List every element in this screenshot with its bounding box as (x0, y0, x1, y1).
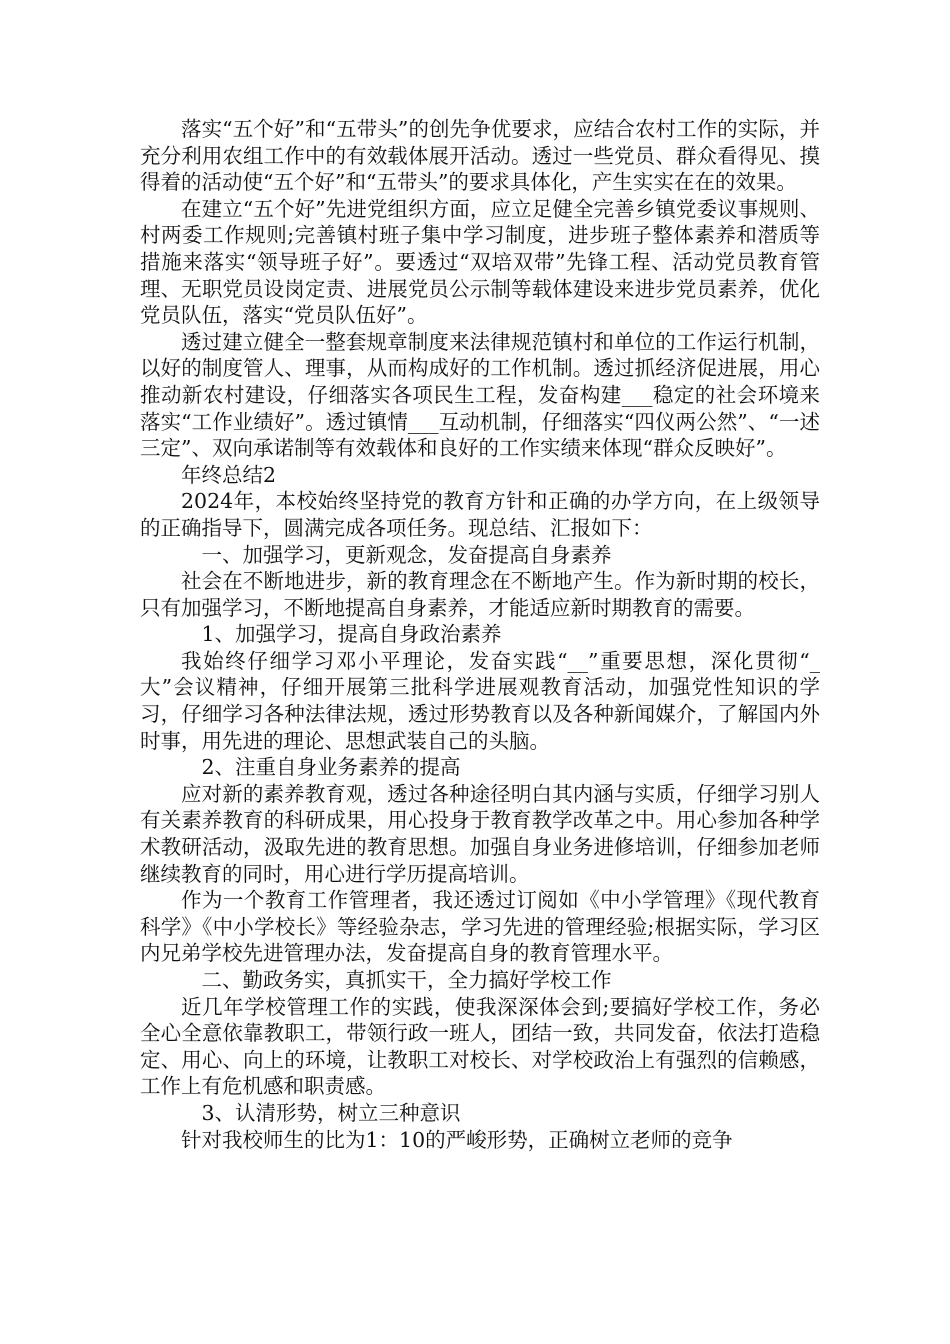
paragraph-teacher-ratio: 针对我校师生的比为1：10的严峻形势，正确树立老师的竞争 (181, 1127, 733, 1152)
paragraph-society-progress: 社会在不断地进步，新的教育理念在不断地产生。作为新时期的校长，只有加强学习，不断地提高自身素养，才能适应新时期教育的需要。 (140, 569, 820, 620)
paragraph-quality-education: 应对新的素养教育观，透过各种途径明白其内涵与实质，仔细学习别人有关素养教育的科研成果，用心投身于教育教学改革之中。用心参加各种学术教研活动，汲取先进的教育思想。加强自身业务进修培训，仔细参加老师继续教育的同时，用心进行学历提高培训。 (140, 781, 820, 886)
heading-diligent-work: 二、勤政务实，真抓实干，全力搞好学校工作 (201, 968, 612, 992)
paragraph-party-organization: 在建立“五个好”先进党组织方面，应立足健全完善乡镇党委议事规则、村两委工作规则;完善镇村班子集中学习制度，进步班子整体素养和潜质等措施来落实“领导班子好”。要透过“双培双带”先锋工程、活动党员教育管理、无职党员设岗定责、进展党员公示制等载体建设来进步党员素养，优化党员队伍，落实“党员队伍好”。 (140, 196, 820, 328)
paragraph-summary-intro: 2024年，本校始终坚持党的教育方针和正确的办学方向，在上级领导的正确指导下，圆满完成各项任务。现总结、汇报如下： (140, 489, 820, 540)
paragraph-work-mechanism: 透过建立健全一整套规章制度来法律规范镇村和单位的工作运行机制，以好的制度管人、理事，从而构成好的工作机制。透过抓经济促进展，用心推动新农村建设，仔细落实各项民生工程，发奋构建___稳定的社会环境来落实“工作业绩好”。透过镇情___互动机制，仔细落实“四仪两公然”、“一述三定”、双向承诺制等有效载体和良好的工作实绩来体现“群众反映好”。 (140, 329, 820, 461)
heading-professional-quality: 2、注重自身业务素养的提高 (201, 755, 461, 780)
document-page (140, 116, 820, 1153)
heading-strengthen-learning: 一、加强学习，更新观念，发奋提高自身素养 (201, 542, 612, 567)
heading-three-awareness: 3、认清形势，树立三种意识 (201, 1100, 461, 1125)
paragraph-political-study: 我始终仔细学习邓小平理论，发奋实践“__”重要思想，深化贯彻“_大”会议精神，仔细开展第三批科学进展观教育活动，加强党性知识的学习，仔细学习各种法律法规，透过形势教育以及各种新闻媒介，了解国内外时事，用先进的理论、思想武装自己的头脑。 (140, 648, 820, 753)
paragraph-school-management: 近几年学校管理工作的实践，使我深深体会到;要搞好学校工作，务必全心全意依靠教职工，带领行政一班人，团结一致，共同发奋，依法打造稳定、用心、向上的环境，让教职工对校长、对学校政治上有强烈的信赖感，工作上有危机感和职责感。 (140, 994, 820, 1099)
paragraph-intro-five-goods: 落实“五个好”和“五带头”的创先争优要求，应结合农村工作的实际，并充分利用农组工作中的有效载体展开活动。透过一些党员、群众看得见、摸得着的活动使“五个好”和“五带头”的要求具体化，产生实实在在的效果。 (140, 117, 820, 195)
section-title-summary-2: 年终总结2 (181, 462, 277, 487)
paragraph-management-study: 作为一个教育工作管理者，我还透过订阅如《中小学管理》《现代教育科学》《中小学校长》等经验杂志，学习先进的管理经验;根据实际，学习区内兄弟学校先进管理办法，发奋提高自身的教育管理水平。 (140, 888, 820, 966)
heading-political-quality: 1、加强学习，提高自身政治素养 (201, 622, 502, 647)
